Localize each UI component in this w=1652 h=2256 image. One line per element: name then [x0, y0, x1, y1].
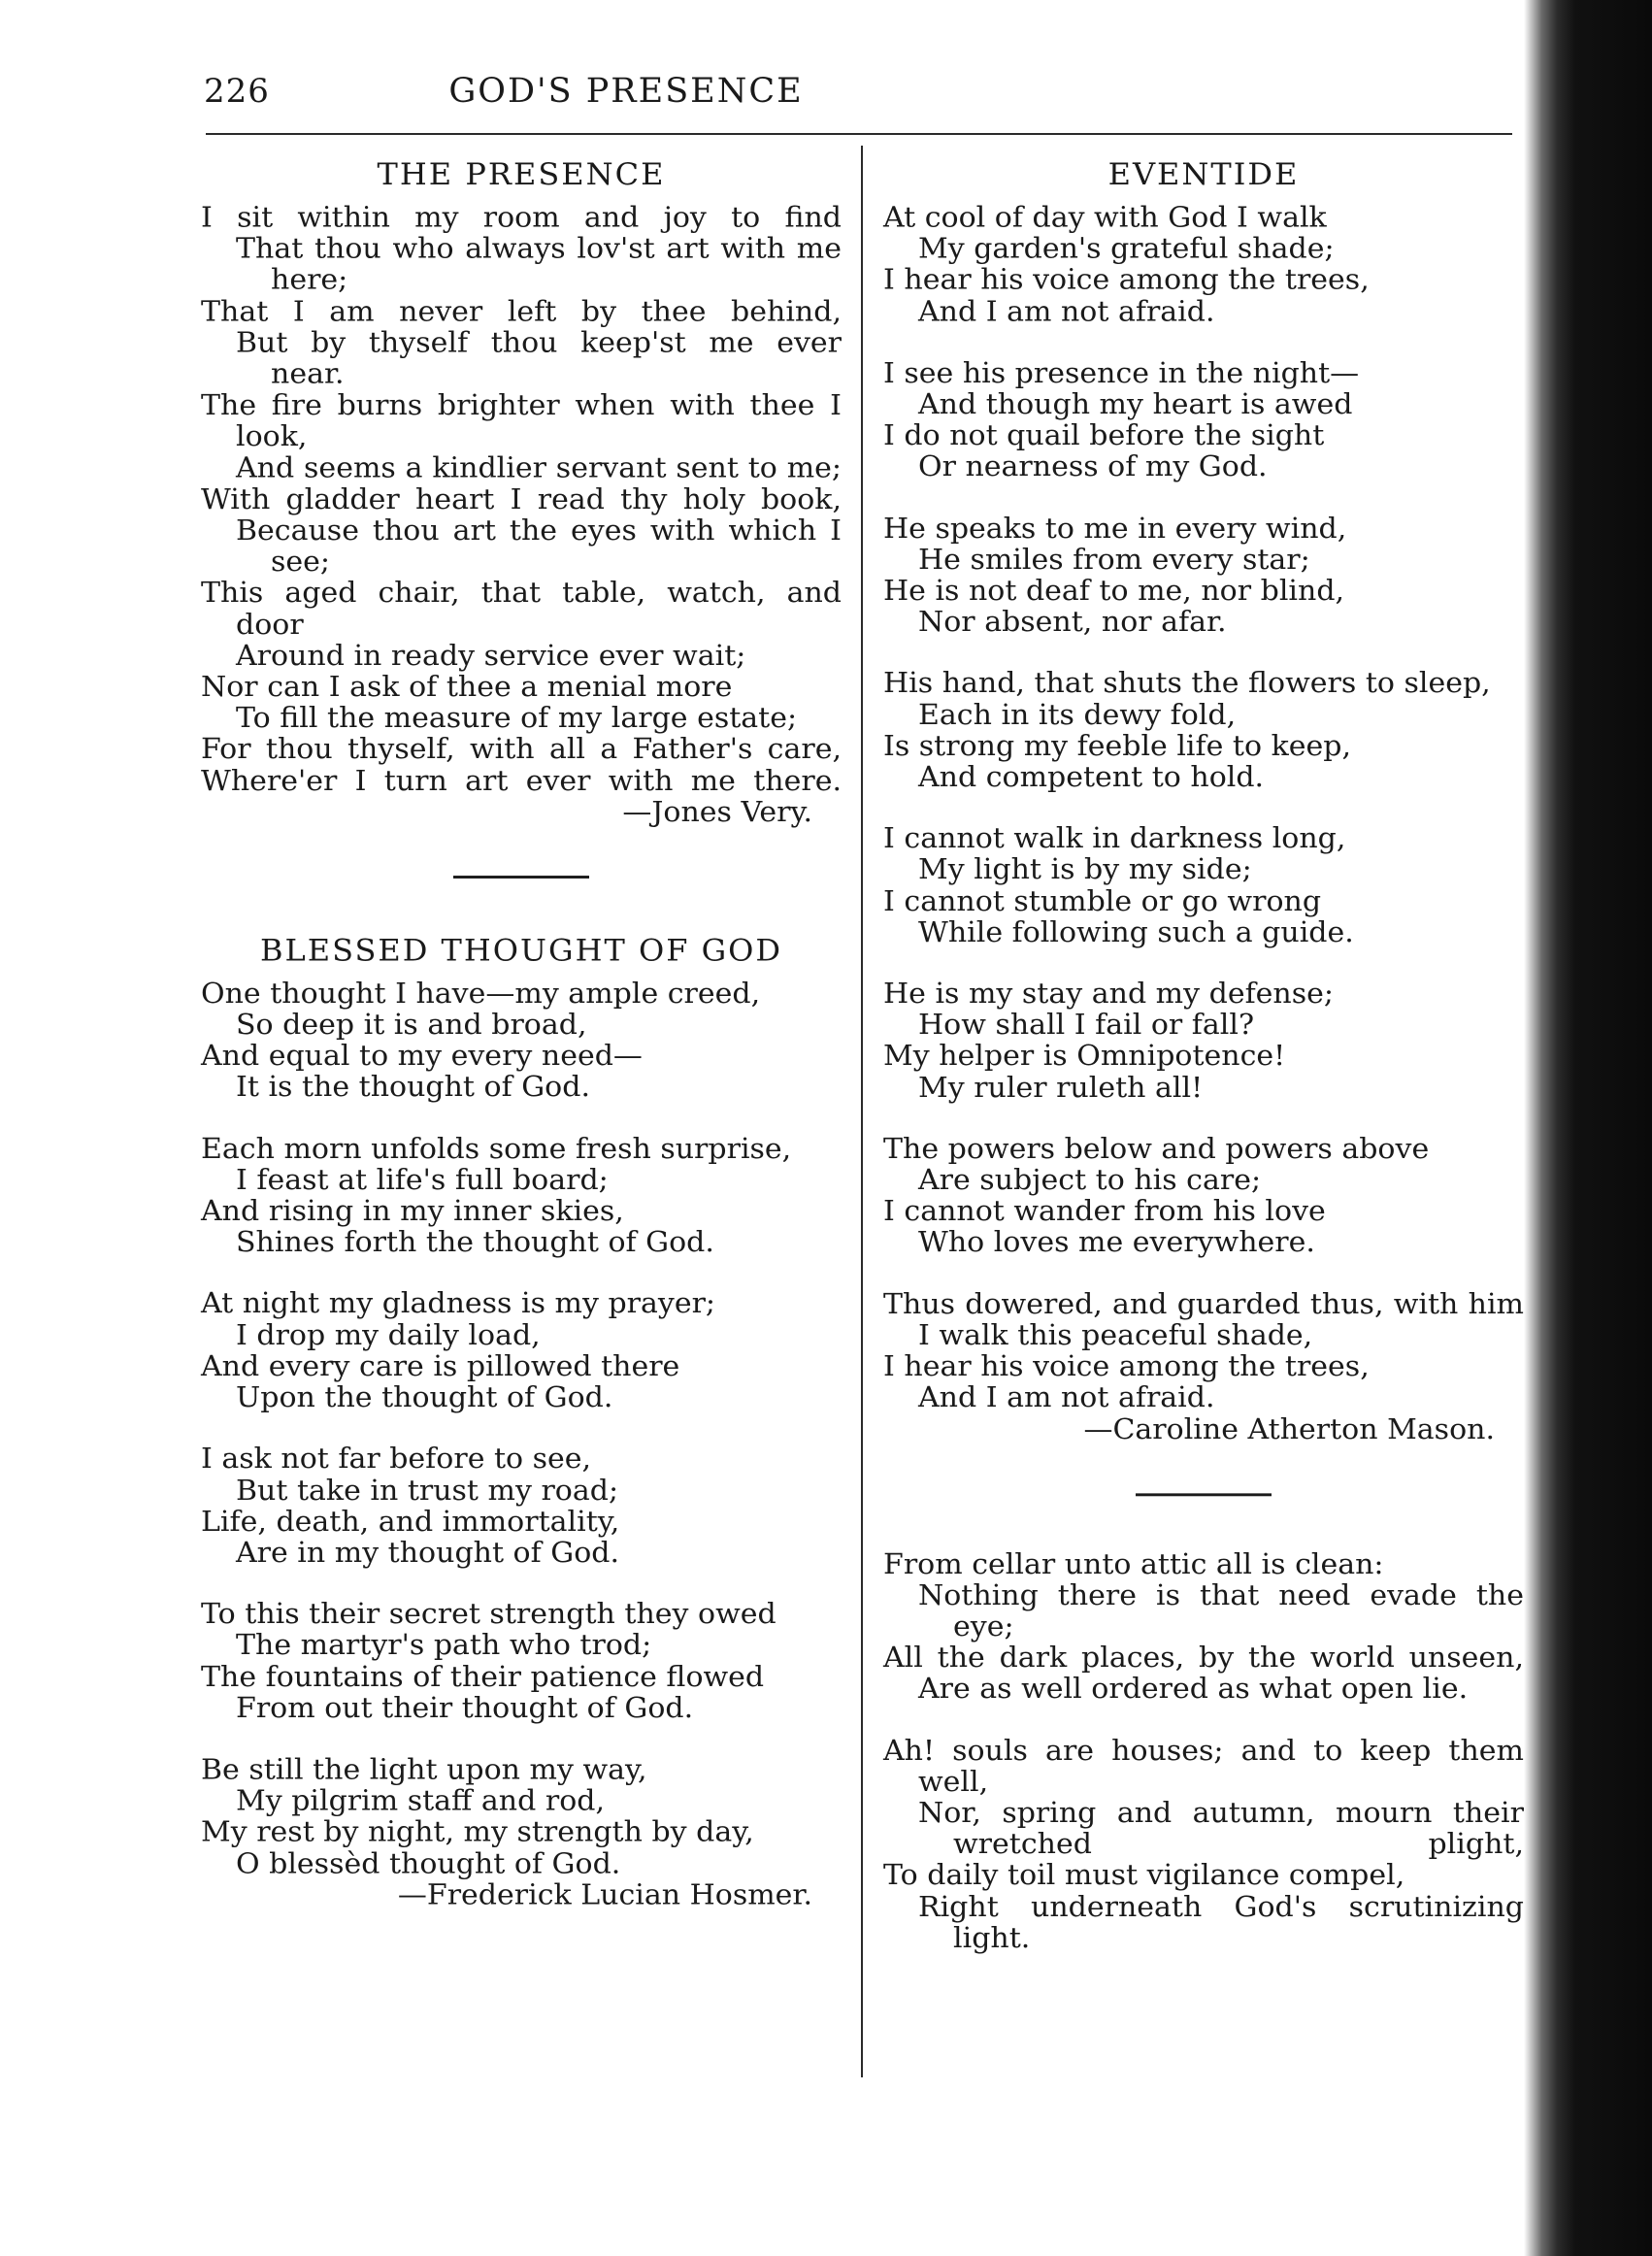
verse-line: The powers below and powers above — [883, 1132, 1430, 1166]
stanza — [883, 203, 1524, 328]
verse-line: He smiles from every star; — [918, 543, 1310, 577]
verse-line: That I am never left by thee behind, — [201, 295, 842, 329]
verse-line: And equal to my every need— — [201, 1040, 643, 1074]
stanza — [883, 357, 1524, 482]
stanza — [201, 1754, 842, 1879]
stanza — [883, 823, 1524, 948]
verse-line: And seems a kindlier servant sent to me; — [236, 451, 842, 485]
verse-line: And competent to hold. — [918, 760, 1265, 794]
verse-line: And rising in my inner skies, — [201, 1194, 624, 1228]
verse-line: That thou who always lov'st art with me here; — [236, 232, 842, 297]
verse-line: I cannot stumble or go wrong — [883, 884, 1322, 918]
stanza — [883, 979, 1524, 1104]
poem-author: —Frederick Lucian Hosmer. — [397, 1877, 812, 1911]
verse-line: My garden's grateful shade; — [918, 232, 1335, 266]
poem-eventide — [883, 155, 1524, 1445]
verse-line: I do not quail before the sight — [883, 418, 1325, 452]
verse-line: Thus dowered, and guarded thus, with him — [883, 1287, 1524, 1321]
stanza — [201, 1288, 842, 1413]
verse-line: Upon the thought of God. — [236, 1381, 613, 1414]
verse-line: From cellar unto attic all is clean: — [883, 1547, 1384, 1581]
poem-untitled-houses — [883, 1548, 1524, 1954]
scan-shadow-edge — [1524, 0, 1652, 2256]
verse-line: I cannot walk in darkness long, — [883, 822, 1346, 855]
verse-line: With gladder heart I read thy holy book, — [201, 482, 842, 516]
verse-line: Each morn unfolds some fresh surprise, — [201, 1132, 792, 1166]
verse-line: While following such a guide. — [918, 915, 1354, 949]
verse-line: My helper is Omnipotence! — [883, 1040, 1286, 1074]
verse-line: Right underneath God's scrutinizing light. — [918, 1890, 1524, 1955]
verse-line: Who loves me everywhere. — [918, 1226, 1315, 1260]
verse-line: Are in my thought of God. — [236, 1536, 620, 1570]
verse-line: To daily toil must vigilance compel, — [883, 1859, 1405, 1892]
verse-line: At cool of day with God I walk — [883, 201, 1327, 235]
right-column — [883, 155, 1524, 2009]
verse-line: I sit within my room and joy to find — [201, 201, 842, 235]
verse-line: I walk this peaceful shade, — [918, 1318, 1313, 1352]
verse-line: Are as well ordered as what open lie. — [918, 1672, 1469, 1706]
left-column — [201, 155, 842, 1966]
verse-line: I hear his voice among the trees, — [883, 263, 1370, 297]
verse-line: This aged chair, that table, watch, and door — [201, 577, 842, 642]
verse-line: I feast at life's full board; — [236, 1163, 609, 1197]
stanza — [883, 1548, 1524, 1705]
poem-author: —Jones Very. — [622, 795, 812, 829]
verse-line: The fountains of their patience flowed — [201, 1660, 765, 1694]
verse-line: He is not deaf to me, nor blind, — [883, 574, 1345, 608]
stanza — [201, 203, 842, 797]
verse-line: Shines forth the thought of God. — [236, 1226, 714, 1260]
verse-line: Nor, spring and autumn, mourn their wretched plight, — [918, 1796, 1524, 1861]
verse-line: My light is by my side; — [918, 853, 1252, 887]
verse-line: Or nearness of my God. — [918, 450, 1268, 483]
verse-line: So deep it is and broad, — [236, 1008, 587, 1042]
verse-line: But by thyself thou keep'st me ever near. — [236, 326, 842, 391]
verse-line: For thou thyself, with all a Father's care, — [201, 733, 842, 766]
column-divider-rule — [861, 146, 863, 2077]
poem-title: EVENTIDE — [1107, 155, 1300, 192]
verse-line: Ah! souls are houses; and to keep them well, — [883, 1734, 1524, 1799]
verse-line: Are subject to his care; — [918, 1163, 1262, 1197]
verse-line: But take in trust my road; — [236, 1474, 619, 1508]
page-number: 226 — [204, 72, 270, 111]
verse-line: Life, death, and immortality, — [201, 1505, 620, 1539]
verse-line: Is strong my feeble life to keep, — [883, 729, 1351, 763]
section-divider — [453, 876, 589, 879]
poem-author: —Caroline Atherton Mason. — [1083, 1412, 1495, 1446]
verse-line: His hand, that shuts the flowers to sleep, — [883, 667, 1491, 701]
running-title: GOD'S PRESENCE — [448, 72, 804, 111]
verse-line: The martyr's path who trod; — [236, 1629, 652, 1663]
verse-line: My ruler ruleth all! — [918, 1071, 1204, 1105]
verse-line: Nor can I ask of thee a menial more — [201, 670, 733, 704]
verse-line: He is my stay and my defense; — [883, 977, 1335, 1011]
verse-line: Each in its dewy fold, — [918, 698, 1237, 732]
verse-line: The fire burns brighter when with thee I look, — [201, 388, 842, 453]
verse-line: O blessèd thought of God. — [236, 1846, 621, 1880]
verse-line: I see his presence in the night— — [883, 356, 1360, 390]
verse-line: Nor absent, nor afar. — [918, 605, 1227, 639]
stanza — [201, 1443, 842, 1569]
verse-line: How shall I fail or fall? — [918, 1009, 1255, 1043]
verse-line: And every care is pillowed there — [201, 1349, 680, 1383]
verse-line: To fill the measure of my large estate; — [236, 701, 798, 735]
section-divider — [1136, 1493, 1272, 1496]
stanza — [883, 1735, 1524, 1953]
verse-line: I ask not far before to see, — [201, 1443, 592, 1476]
verse-line: He speaks to me in every wind, — [883, 512, 1347, 546]
verse-line: Nothing there is that need evade the eye; — [918, 1578, 1524, 1643]
verse-line: Because thou art the eyes with which I see; — [236, 514, 842, 579]
poem-title: BLESSED THOUGHT OF GOD — [259, 932, 783, 968]
verse-line: And I am not afraid. — [918, 1381, 1215, 1415]
verse-line: To this their secret strength they owed — [201, 1598, 776, 1632]
verse-line: It is the thought of God. — [236, 1071, 590, 1105]
verse-line: All the dark places, by the world unseen, — [883, 1641, 1524, 1675]
poem-title: THE PRESENCE — [377, 155, 666, 192]
poem-blessed-thought-of-god — [201, 931, 842, 1911]
stanza — [883, 1134, 1524, 1259]
verse-line: My pilgrim staff and rod, — [236, 1784, 605, 1818]
verse-line: One thought I have—my ample creed, — [201, 977, 761, 1011]
verse-line: And I am not afraid. — [918, 295, 1215, 329]
verse-line: Where'er I turn art ever with me there. — [201, 764, 842, 798]
verse-line: I drop my daily load, — [236, 1318, 541, 1352]
verse-line: Around in ready service ever wait; — [236, 639, 746, 673]
verse-line: And though my heart is awed — [918, 387, 1353, 421]
stanza — [201, 1599, 842, 1724]
verse-line: I cannot wander from his love — [883, 1195, 1326, 1229]
verse-line: From out their thought of God. — [236, 1691, 694, 1725]
verse-line: Be still the light upon my way, — [201, 1753, 647, 1786]
stanza — [883, 668, 1524, 793]
stanza — [201, 1134, 842, 1259]
verse-line: At night my gladness is my prayer; — [201, 1287, 716, 1321]
page-header — [0, 72, 1652, 120]
verse-line: I hear his voice among the trees, — [883, 1350, 1370, 1383]
stanza — [883, 1289, 1524, 1414]
header-rule — [206, 133, 1512, 135]
poem-the-presence — [201, 155, 842, 828]
stanza — [201, 979, 842, 1104]
verse-line: My rest by night, my strength by day, — [201, 1815, 754, 1849]
stanza — [883, 513, 1524, 638]
